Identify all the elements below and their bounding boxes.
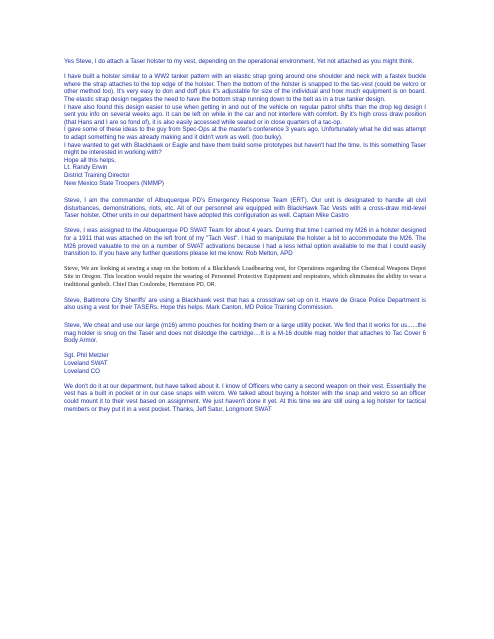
spacer xyxy=(64,220,426,228)
reply-erwin-agency: New Mexico State Troopers (NMMP) xyxy=(64,179,164,187)
reply-castro: Steve, I am the commander of Albuquerque PD's Emergency Response Team (ERT). Our unit is designated to handle all civil disturbances, demonstrations, riots, etc. All of our personnel are equipped with BlackHawk Tac Vests with a cross-draw mid-level Taser holster. Other units in our department have adopted this configuration as well. Captain Mike Castro xyxy=(64,197,426,220)
reply-satur: We don't do it at our department, but have talked about it. I know of Officers who carry a second weapon on their vest. Essentially the vest has a built in pocket or in our case snaps with velcro. We talked about buying a holster with the snap and velcro so an officer could mount it to their vest based on assignment. We just haven't done it yet. At this time we are still using a leg holster for tactical members or they put it in a vest pocket. Thanks, Jeff Satur, Longmont SWAT xyxy=(64,382,426,413)
reply-metzler-body: Steve, We cheat and use our large (m16) ammo pouches for holding them or a large utility pocket. We find that it works for us......the mag holder is snug on the Taser and does not dislodge the cartridge....It is a M-16 double mag holder that attaches to Tac Cover 6 Body Armor. xyxy=(64,322,426,345)
reply-metzler xyxy=(64,322,426,375)
reply-erwin-name: Lt. Randy Erwin xyxy=(64,164,108,172)
reply-erwin-closing: Hope all this helps, xyxy=(64,156,116,164)
spacer xyxy=(64,289,426,297)
spacer xyxy=(64,375,426,383)
reply-erwin-paragraph: I gave some of these ideas to the guy from Spec-Ops at the master's conference 3 years ago. Unfortunately what he did was attempt to adapt something he was already making and it didn't work as well. (too bulky). xyxy=(64,126,426,141)
document-page xyxy=(64,58,426,413)
reply-metzler-location: Loveland CO xyxy=(64,367,100,375)
reply-erwin-paragraph: I have wanted to get with Blackhawk or Eagle and have them build some prototypes but haven't had the time. Is this something Taser might be interested in working with? xyxy=(64,141,426,157)
reply-erwin-paragraph: I have built a holster similar to a WW2 tanker pattern with an elastic strap going around one shoulder and neck with a fastex buckle where the strap attaches to the top edge of the holster. Then the bottom of the holster is snapped to the tac-vest (could be velcro or other method too). It's very easy to don and doff plus it's adjustable for size of the individual and how much equipment is on board. The elastic strap design negates the need to have the bottom strap running down to the belt as in a true tanker design. xyxy=(64,73,426,103)
spacer xyxy=(64,66,426,74)
reply-erwin-intro: Yes Steve, I do attach a Taser holster to my vest, depending on the operational environment. Yet not attached as you might think. xyxy=(64,58,414,65)
reply-melton: Steve, I was assigned to the Albuquerque PD SWAT Team for about 4 years. During that time I carried my M26 in a holster designed for a 1911 that was attached on the left front of my "Tach Vest". I had to manipulate the holster a bit to accommodate the M26. The M26 proved valuable to me on a number of SWAT activations because I had a less lethal option available to me that I could easily transition to. If you have any further questions please let me know. Rob Melton, APD xyxy=(64,227,426,258)
reply-erwin-paragraph: I have also found this design easier to use when getting in and out of the vehicle on regular patrol shifts than the drop leg design I sent you info on several weeks ago. It can be left on while in the car and not interfere with comfort. By it's high cross draw position (that Hans and I are so fond of), it is also easily accessed while seated or in close quarters of a tac-op. xyxy=(64,103,426,126)
reply-metzler-name: Sgt. Phil Metzler xyxy=(64,352,109,360)
reply-metzler-unit: Loveland SWAT xyxy=(64,359,108,367)
spacer xyxy=(64,187,426,197)
reply-coulombe-tail: PD, OR. xyxy=(196,281,217,288)
spacer xyxy=(64,312,426,322)
reply-coulombe xyxy=(64,265,426,289)
reply-erwin xyxy=(64,58,426,187)
spacer xyxy=(64,345,426,353)
reply-erwin-title: District Training Director xyxy=(64,171,130,179)
reply-canton: Steve, Baltimore City Sheriffs' are using a Blackhawk vest that has a crossdraw set up on it. Havre de Grace Police Department is also using a vest for their TASERs. Hope this helps. Mark Canton, MD Police Training Commission. xyxy=(64,296,426,312)
reply-coulombe-text: Steve, We are looking at sewing a snap on the bottom of a Blackhawk Loadbearing vest, for Operations regarding the Chemical Weapons Depot Site in Oregon. This location would require the wearing of Personnel Protective Equipment and respirators, which eliminates the ability to wear a traditional gunbelt. Chief Dan Coulombe, Hermiston xyxy=(64,265,426,288)
spacer xyxy=(64,258,426,266)
